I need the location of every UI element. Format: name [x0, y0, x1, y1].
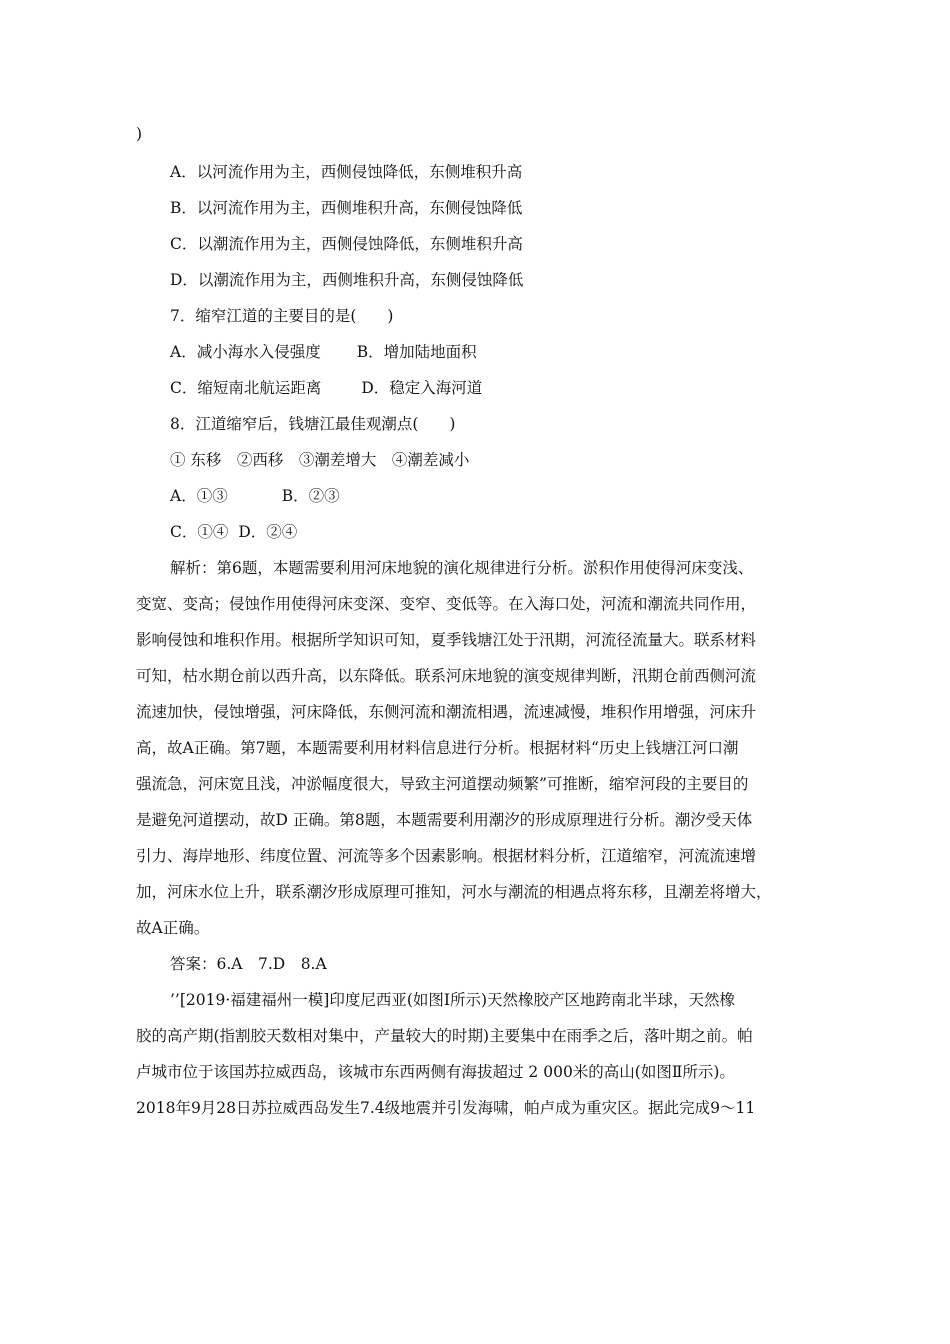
question6-option-c: C．以潮流作用为主，西侧侵蚀降低，东侧堆积升高	[170, 235, 523, 253]
question8-option-d: D．②④	[238, 523, 298, 541]
question8-option-c: C．①④	[170, 523, 229, 541]
answer-line: 答案：6.A 7.D 8.A	[170, 955, 327, 973]
analysis-line: 故A正确。	[136, 919, 210, 937]
question6-option-b: B．以河流作用为主，西侧堆积升高，东侧侵蚀降低	[170, 199, 523, 217]
question7-stem: 7．缩窄江道的主要目的是( )	[170, 307, 394, 325]
analysis-line: 影响侵蚀和堆积作用。根据所学知识可知，夏季钱塘江处于汛期，河流径流量大。联系材料	[136, 631, 757, 649]
question7-option-a: A．减小海水入侵强度	[170, 343, 321, 361]
analysis-line: 解析：第6题，本题需要利用河床地貌的演化规律进行分析。淤积作用使得河床变浅、	[170, 559, 754, 577]
question6-closing-paren: )	[136, 125, 143, 143]
analysis-line: 引力、海岸地形、纬度位置、河流等多个因素影响。根据材料分析，江道缩窄，河流流速增	[136, 847, 757, 865]
analysis-line: 流速加快，侵蚀增强，河床降低，东侧河流和潮流相遇，流速减慢，堆积作用增强，河床升	[136, 703, 757, 721]
material-line: ’’[2019·福建福州一模]印度尼西亚(如图Ⅰ所示)天然橡胶产区地跨南北半球，天然橡	[170, 991, 736, 1009]
question8-options-row2	[170, 521, 297, 543]
material-line: 胶的高产期(指割胶天数相对集中，产量较大的时期)主要集中在雨季之后，落叶期之前。帕	[136, 1027, 753, 1045]
question7-option-b: B．增加陆地面积	[356, 343, 477, 361]
analysis-line: 可知，枯水期仓前以西升高，以东降低。联系河床地貌的演变规律判断，汛期仓前西侧河流	[136, 667, 757, 685]
question8-option-b: B．②③	[281, 487, 340, 505]
question7-option-d: D．稳定入海河道	[361, 379, 483, 397]
question6-option-a: A．以河流作用为主，西侧侵蚀降低，东侧堆积升高	[170, 163, 523, 181]
question8-items: ① 东移 ②西移 ③潮差增大 ④潮差减小	[170, 451, 470, 469]
question7-options-row2	[170, 377, 482, 399]
question8-option-a: A．①③	[170, 487, 228, 505]
question8-stem: 8．江道缩窄后，钱塘江最佳观潮点( )	[170, 415, 456, 433]
question7-option-c: C．缩短南北航运距离	[170, 379, 322, 397]
analysis-line: 加，河床水位上升，联系潮汐形成原理可推知，河水与潮流的相遇点将东移，且潮差将增大，	[136, 883, 772, 901]
analysis-line: 高，故A正确。第7题，本题需要利用材料信息进行分析。根据材料“历史上钱塘江河口潮	[136, 739, 739, 757]
material-line: 卢城市位于该国苏拉威西岛，该城市东西两侧有海拔超过 2 000米的高山(如图Ⅱ所示)。	[136, 1063, 735, 1081]
material-line: 2018年9月28日苏拉威西岛发生7.4级地震并引发海啸，帕卢成为重灾区。据此完成9～11	[136, 1099, 756, 1117]
analysis-line: 强流急，河床宽且浅，冲淤幅度很大，导致主河道摆动频繁”可推断，缩窄河段的主要目的	[136, 775, 749, 793]
question6-option-d: D．以潮流作用为主，西侧堆积升高，东侧侵蚀降低	[170, 271, 524, 289]
analysis-line: 变宽、变高；侵蚀作用使得河床变深、变窄、变低等。在入海口处，河流和潮流共同作用，	[136, 595, 757, 613]
analysis-line: 是避免河道摆动，故D 正确。第8题，本题需要利用潮汐的形成原理进行分析。潮汐受天体	[136, 811, 753, 829]
question7-options-row1	[170, 341, 477, 363]
question8-options-row1	[170, 485, 340, 507]
